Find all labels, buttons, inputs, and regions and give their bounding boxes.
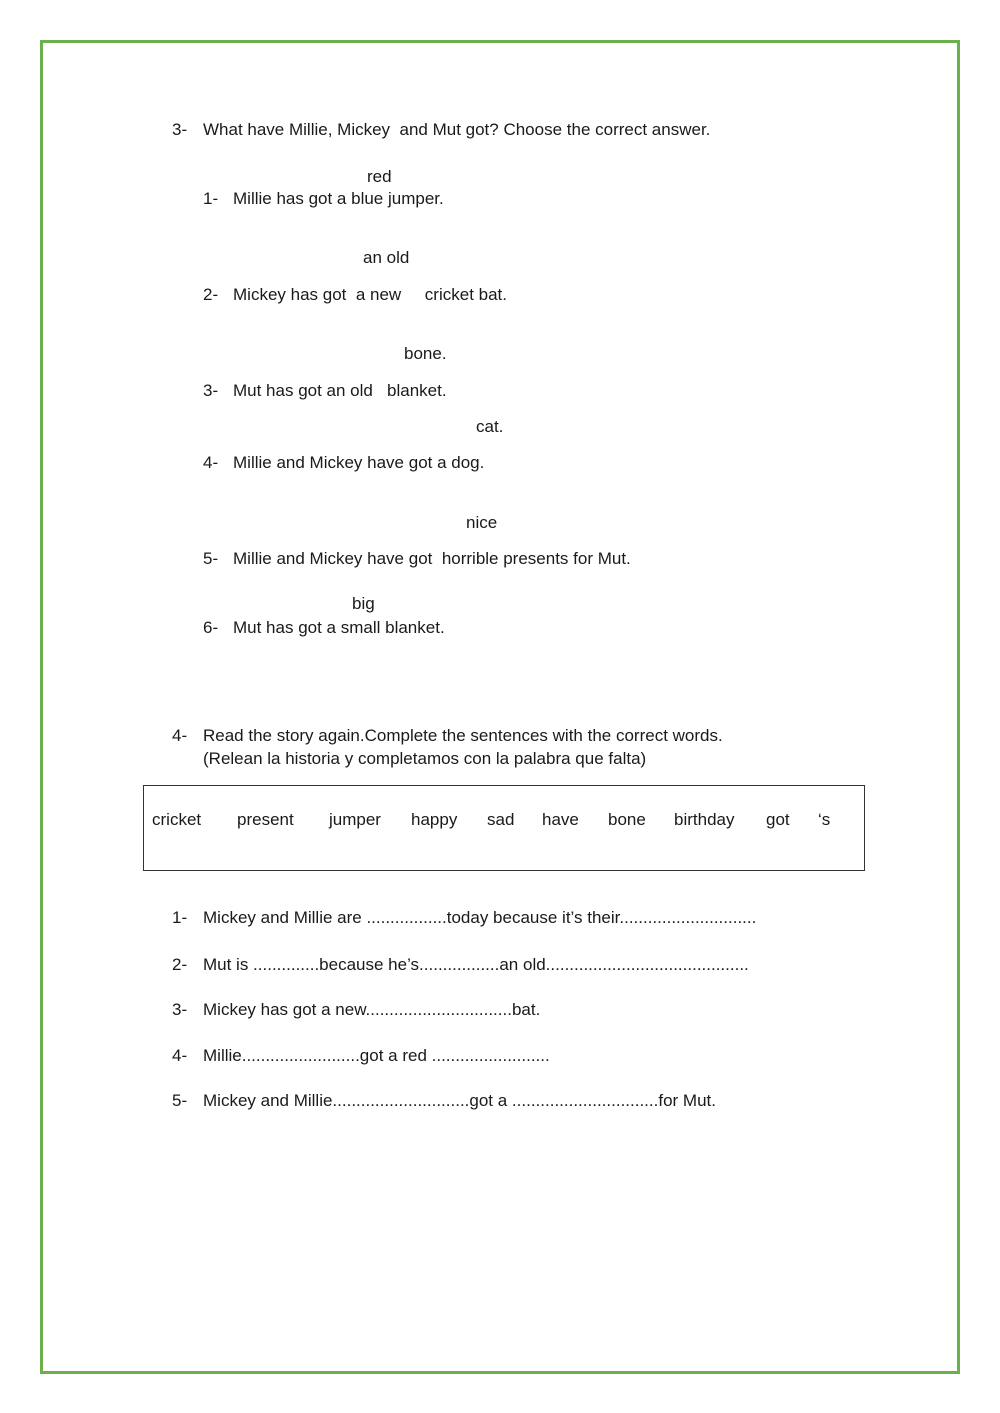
- option-word[interactable]: bone.: [404, 344, 447, 363]
- word-bank: [143, 785, 865, 871]
- option-word[interactable]: cat.: [476, 417, 504, 436]
- item-sentence: Millie and Mickey have got a dog.: [233, 453, 485, 472]
- item-number: 5-: [172, 1091, 188, 1110]
- word-bank-item[interactable]: got: [766, 810, 790, 829]
- item-sentence: Mut has got a small blanket.: [233, 618, 445, 637]
- item-number: 6-: [203, 618, 219, 637]
- item-sentence: Millie has got a blue jumper.: [233, 189, 444, 208]
- option-word[interactable]: big: [352, 594, 375, 613]
- page-border: [40, 40, 960, 1374]
- word-bank-item[interactable]: jumper: [329, 810, 381, 829]
- word-bank-item[interactable]: present: [237, 810, 294, 829]
- section-4-instruction: Read the story again.Complete the sentences with the correct words.: [203, 726, 723, 745]
- fill-in-sentence[interactable]: Mut is ..............because he’s.................an old...........................................: [203, 955, 749, 974]
- word-bank-item[interactable]: have: [542, 810, 579, 829]
- fill-in-sentence[interactable]: Mickey and Millie are .................today because it’s their.............................: [203, 908, 757, 927]
- item-number: 3-: [172, 1000, 188, 1019]
- option-word[interactable]: nice: [466, 513, 498, 532]
- word-bank-item[interactable]: happy: [411, 810, 458, 829]
- item-number: 4-: [172, 1046, 188, 1065]
- item-sentence: Millie and Mickey have got horrible presents for Mut.: [233, 549, 631, 568]
- item-number: 3-: [203, 381, 219, 400]
- item-number: 1-: [203, 189, 219, 208]
- word-bank-item[interactable]: sad: [487, 810, 515, 829]
- item-sentence: Mickey has got a new cricket bat.: [233, 285, 508, 304]
- section-4-number: 4-: [172, 726, 188, 745]
- item-number: 1-: [172, 908, 188, 927]
- section-3-instruction: What have Millie, Mickey and Mut got? Choose the correct answer.: [203, 120, 711, 139]
- item-number: 5-: [203, 549, 219, 568]
- item-number: 2-: [203, 285, 219, 304]
- fill-in-sentence[interactable]: Millie.........................got a red .........................: [203, 1046, 550, 1065]
- option-word[interactable]: red: [367, 167, 392, 186]
- word-bank-item[interactable]: ‘s: [818, 810, 831, 829]
- section-3-number: 3-: [172, 120, 188, 139]
- fill-in-sentence[interactable]: Mickey has got a new...............................bat.: [203, 1000, 541, 1019]
- word-bank-item[interactable]: bone: [608, 810, 646, 829]
- section-4-instruction-translation: (Relean la historia y completamos con la palabra que falta): [203, 749, 647, 768]
- item-number: 4-: [203, 453, 219, 472]
- item-sentence: Mut has got an old blanket.: [233, 381, 447, 400]
- option-word[interactable]: an old: [363, 248, 410, 267]
- word-bank-item[interactable]: cricket: [152, 810, 202, 829]
- item-number: 2-: [172, 955, 188, 974]
- fill-in-sentence[interactable]: Mickey and Millie.............................got a ...............................for Mut.: [203, 1091, 716, 1110]
- word-bank-item[interactable]: birthday: [674, 810, 735, 829]
